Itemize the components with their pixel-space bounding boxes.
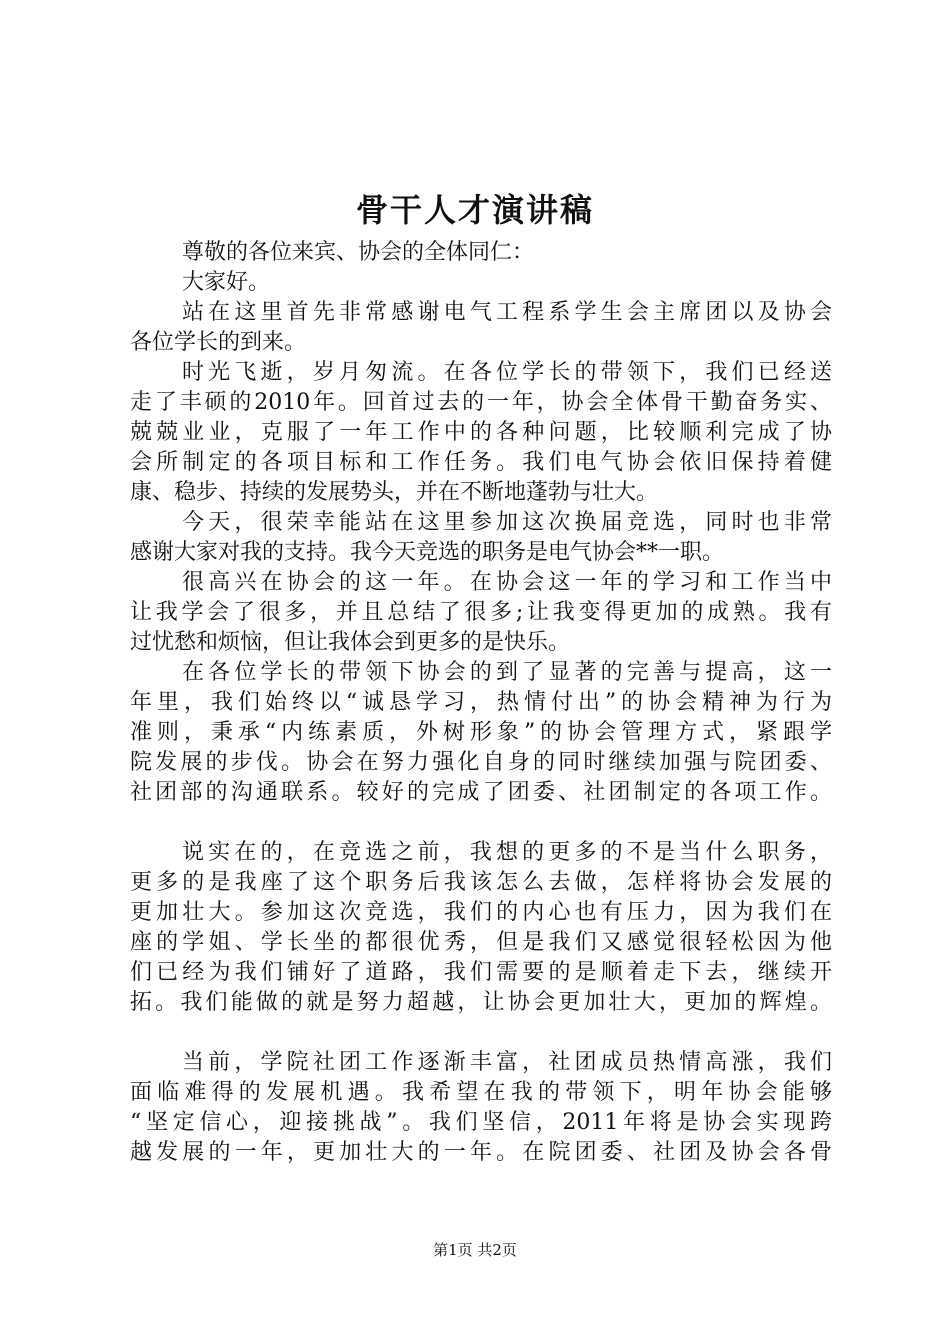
paragraph-line: 让我学会了很多，并且总结了很多;让我变得更加的成熟。我有: [130, 600, 832, 625]
paragraph-line: 过忧愁和烦恼，但让我体会到更多的是快乐。: [130, 630, 571, 655]
paragraph-line: 康、稳步、持续的发展势头，并在不断地蓬勃与壮大。: [130, 480, 659, 505]
paragraph-line: 面临难得的发展机遇。我希望在我的带领下，明年协会能够: [130, 1080, 832, 1105]
paragraph-line: “坚定信心，迎接挑战”。我们坚信，2011年将是协会实现跨: [130, 1110, 832, 1135]
paragraph-line: 更加壮大。参加这次竞选，我们的内心也有压力，因为我们在: [130, 900, 832, 925]
paragraph-spacer: [130, 1018, 832, 1048]
paragraph-line: 更多的是我座了这个职务后我该怎么去做，怎样将协会发展的: [130, 870, 832, 895]
paragraph-line: 会所制定的各项目标和工作任务。我们电气协会依旧保持着健: [130, 450, 832, 475]
paragraph-line: 越发展的一年，更加壮大的一年。在院团委、社团及协会各骨: [130, 1140, 832, 1165]
paragraph-line: 今天，很荣幸能站在这里参加这次换届竞选，同时也非常: [182, 510, 832, 535]
paragraph-line: 时光飞逝，岁月匆流。在各位学长的带领下，我们已经送: [182, 360, 832, 385]
paragraph-line: 社团部的沟通联系。较好的完成了团委、社团制定的各项工作。: [130, 780, 832, 805]
paragraph-line: 兢兢业业，克服了一年工作中的各种问题，比较顺利完成了协: [130, 420, 832, 445]
paragraph-line: 感谢大家对我的支持。我今天竞选的职务是电气协会**一职。: [130, 540, 725, 565]
paragraph-line: 准则，秉承“内练素质，外树形象”的协会管理方式，紧跟学: [130, 720, 832, 745]
paragraph-line: 走了丰硕的2010年。回首过去的一年，协会全体骨干勤奋务实、: [130, 390, 832, 415]
paragraph-line: 们已经为我们铺好了道路，我们需要的是顺着走下去，继续开: [130, 960, 832, 985]
paragraph-line: 说实在的，在竞选之前，我想的更多的不是当什么职务，: [182, 840, 832, 865]
paragraph-line: 拓。我们能做的就是努力超越，让协会更加壮大，更加的辉煌。: [130, 990, 832, 1015]
greeting-line: 大家好。: [182, 270, 271, 295]
paragraph-spacer: [130, 808, 832, 838]
paragraph-line: 当前，学院社团工作逐渐丰富，社团成员热情高涨，我们: [182, 1050, 832, 1075]
paragraph-line: 年里，我们始终以“诚恳学习，热情付出”的协会精神为行为: [130, 690, 832, 715]
paragraph-line: 院发展的步伐。协会在努力强化自身的同时继续加强与院团委、: [130, 750, 832, 775]
paragraph-line: 各位学长的到来。: [130, 330, 307, 355]
page-footer: 第1页 共2页: [433, 1241, 517, 1259]
salutation-line: 尊敬的各位来宾、协会的全体同仁：: [182, 240, 535, 265]
paragraph-line: 很高兴在协会的这一年。在协会这一年的学习和工作当中: [182, 570, 832, 595]
document-body: [130, 238, 832, 1168]
paragraph-line: 站在这里首先非常感谢电气工程系学生会主席团以及协会: [182, 300, 832, 325]
paragraph-line: 座的学姐、学长坐的都很优秀，但是我们又感觉很轻松因为他: [130, 930, 832, 955]
paragraph-line: 在各位学长的带领下协会的到了显著的完善与提高，这一: [182, 660, 832, 685]
document-title: 骨干人才演讲稿: [355, 191, 594, 229]
